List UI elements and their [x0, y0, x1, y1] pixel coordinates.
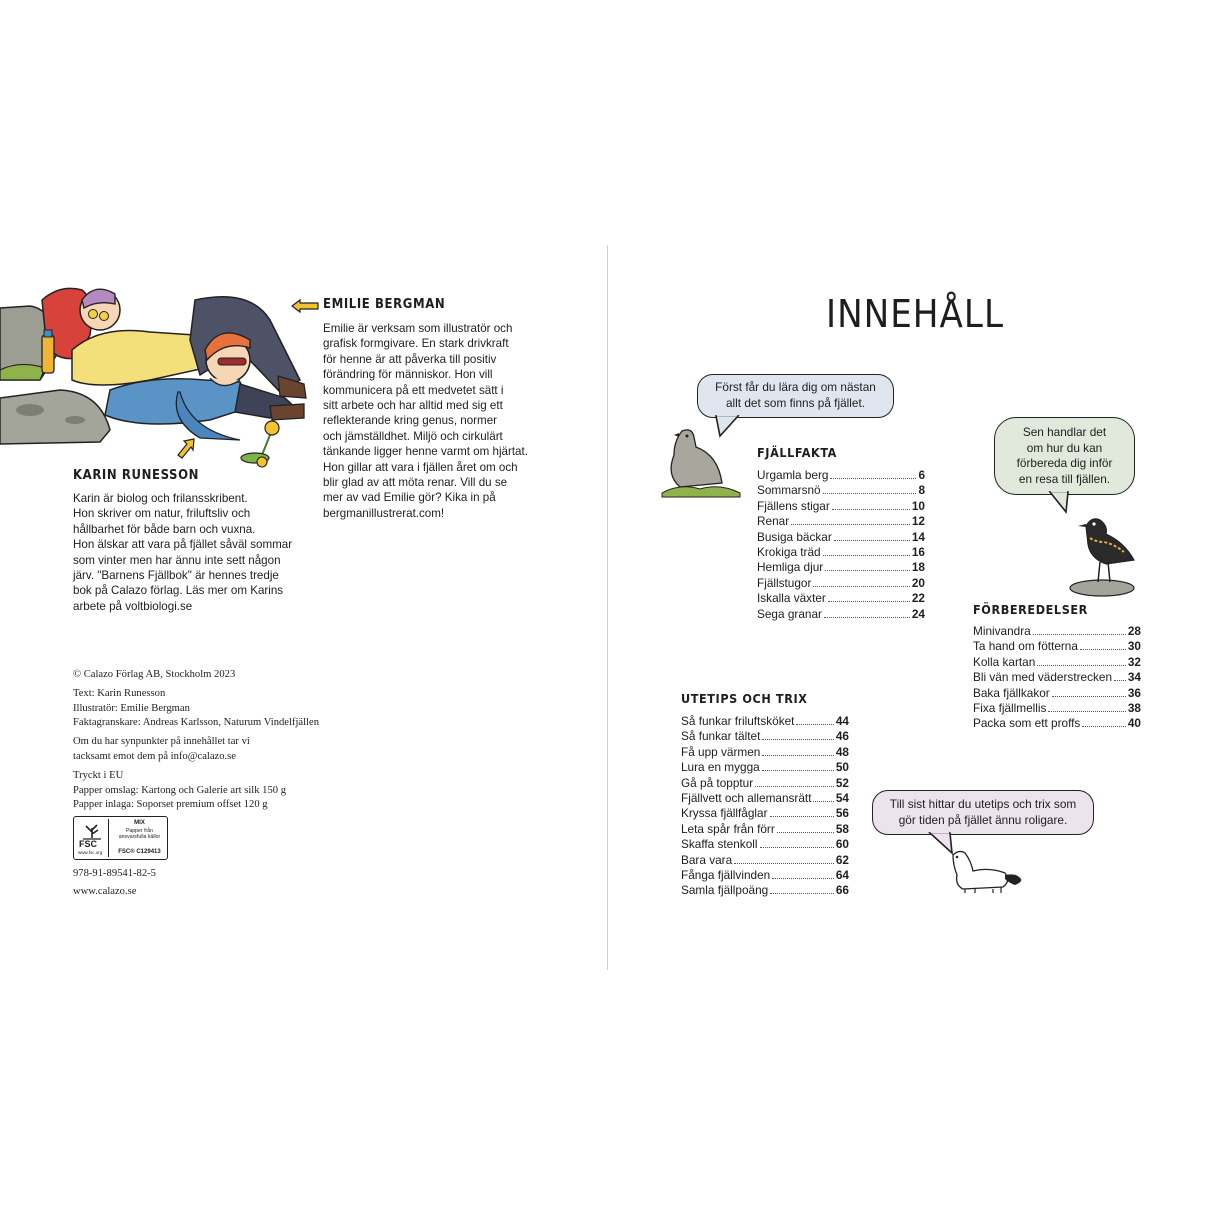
toc-item[interactable]: Fånga fjällvinden 64 [681, 867, 849, 882]
speech-bubble-preparations: Sen handlar det om hur du kan förbereda dig inför en resa till fjällen. [994, 417, 1135, 495]
arrow-up-icon [176, 437, 198, 461]
ptarmigan-illustration [660, 425, 745, 500]
toc-item[interactable]: Renar 12 [757, 514, 925, 529]
fsc-code: FSC® C129413 [118, 849, 161, 855]
golden-plover-illustration [1068, 512, 1143, 592]
toc-item[interactable]: Lura en mygga 50 [681, 760, 849, 775]
toc-list-fjallfakta [757, 468, 925, 622]
speech-bubble-tips: Till sist hittar du utetips och trix som gör tiden på fjället ännu roligare. [872, 790, 1094, 835]
toc-item[interactable]: Skaffa stenkoll 60 [681, 837, 849, 852]
toc-item[interactable]: Fixa fjällmellis 38 [973, 700, 1141, 715]
author-name: KARIN RUNESSON [73, 468, 200, 483]
fsc-logo [73, 816, 168, 860]
print-info: Tryckt i EU Papper omslag: Kartong och Galerie art silk 150 g Papper inlaga: Soporset premium offset 120 g [73, 769, 286, 811]
section-heading-utetips: UTETIPS OCH TRIX [681, 691, 808, 706]
toc-item[interactable]: Fjällens stigar 10 [757, 498, 925, 513]
toc-item[interactable]: Få upp värmen 48 [681, 744, 849, 759]
toc-item[interactable]: Krokiga träd 16 [757, 544, 925, 559]
author-bio: Karin är biolog och frilansskribent. Hon skriver om natur, friluftsliv och hållbarhet för både barn och vuxna. Hon älskar att vara på fjället såväl sommar som vinter men har ännu inte sett någon järv. "Barnens Fjällbok" är hennes tredje bok på Calazo förlag. Läs mer om Karins arbete på voltbiologi.se [73, 492, 293, 613]
section-heading-fjallfakta: FJÄLLFAKTA [757, 445, 837, 460]
illustrator-name: EMILIE BERGMAN [323, 297, 446, 312]
toc-list-utetips [681, 714, 849, 899]
toc-item[interactable]: Fjällvett och allemansrätt 54 [681, 790, 849, 805]
toc-item[interactable]: Ta hand om fötterna 30 [973, 639, 1141, 654]
bubble-tail-preparations [1048, 492, 1072, 514]
toc-item[interactable]: Gå på topptur 52 [681, 775, 849, 790]
toc-item[interactable]: Bara vara 62 [681, 852, 849, 867]
illustrator-bio: Emilie är verksam som illustratör och grafisk formgivare. En stark drivkraft för henne är att påverka till positiv förändring för människor. Hon vill kommunicera på ett medvetet sätt i sitt arbete och har alltid med sig ett reflekterande kring genus, normer och jämställdhet. Miljö och cirkulärt tänkande ligger henne varmt om hjärtat. Hon gillar att vara i fjällen året om och blir glad av att möta renar. Vill du se mer av vad Emilie gör? Kika in på bergmanillustrerat.com! [323, 322, 528, 520]
toc-item[interactable]: Minivandra 28 [973, 624, 1141, 638]
fsc-url: www.fsc.org [78, 850, 103, 855]
page-spine [607, 245, 608, 970]
publisher-website: www.calazo.se [73, 886, 137, 897]
toc-item[interactable]: Baka fjällkakor 36 [973, 685, 1141, 700]
page-title: INNEHÅLL [826, 292, 1004, 336]
imprint-block [73, 668, 403, 813]
toc-item[interactable]: Sega granar 24 [757, 606, 925, 621]
fsc-mix: MIX [134, 820, 145, 826]
fsc-label: FSC [79, 839, 97, 849]
toc-item[interactable]: Kolla kartan 32 [973, 654, 1141, 669]
stoat-illustration [945, 845, 1025, 895]
resting-hikers-illustration [0, 280, 310, 470]
credits: Text: Karin Runesson Illustratör: Emilie Bergman Faktagranskare: Andreas Karlsson, Naturum Vindelfjällen [73, 687, 319, 729]
toc-item[interactable]: Hemliga djur 18 [757, 560, 925, 575]
toc-item[interactable]: Leta spår från förr 58 [681, 821, 849, 836]
toc-list-forberedelser [973, 624, 1141, 732]
feedback-note: Om du har synpunkter på innehållet tar vi tacksamt emot dem på info@calazo.se [73, 736, 250, 762]
toc-item[interactable]: Kryssa fjällfåglar 56 [681, 806, 849, 821]
fsc-tree-icon [80, 820, 104, 840]
copyright-line: © Calazo Förlag AB, Stockholm 2023 [73, 669, 236, 680]
toc-item[interactable]: Urgamla berg 6 [757, 468, 925, 482]
arrow-left-icon [290, 299, 320, 313]
isbn: 978-91-89541-82-5 [73, 868, 156, 879]
section-heading-forberedelser: FÖRBEREDELSER [973, 602, 1088, 617]
toc-item[interactable]: Så funkar tältet 46 [681, 729, 849, 744]
toc-item[interactable]: Iskalla växter 22 [757, 591, 925, 606]
toc-item[interactable]: Bli vän med väderstrecken 34 [973, 670, 1141, 685]
fsc-paper: Papper från ansvarsfulla källor [118, 828, 161, 840]
toc-item[interactable]: Busiga bäckar 14 [757, 529, 925, 544]
speech-bubble-intro: Först får du lära dig om nästan allt det som finns på fjället. [697, 374, 894, 418]
toc-item[interactable]: Samla fjällpoäng 66 [681, 883, 849, 898]
toc-item[interactable]: Packa som ett proffs 40 [973, 716, 1141, 731]
toc-item[interactable]: Sommarsnö 8 [757, 483, 925, 498]
toc-item[interactable]: Fjällstugor 20 [757, 575, 925, 590]
toc-item[interactable]: Så funkar friluftsköket 44 [681, 714, 849, 728]
